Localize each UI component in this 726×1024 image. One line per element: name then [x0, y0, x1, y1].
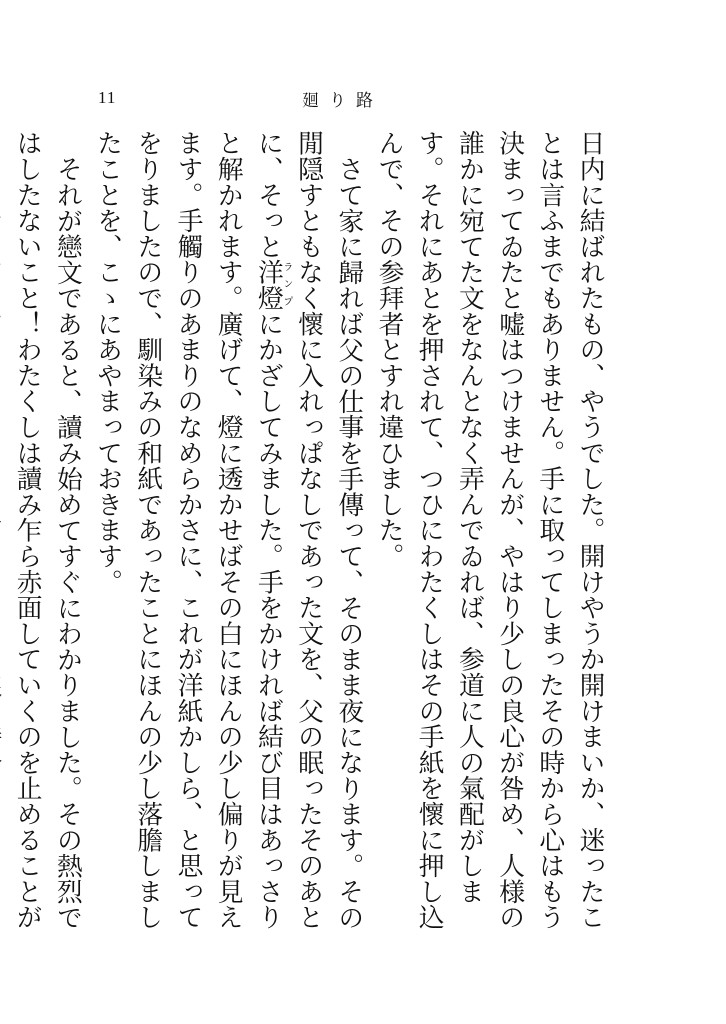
- running-title: 廻り路: [302, 91, 383, 111]
- furigana-lamp: [253, 259, 292, 311]
- ruby-base: 洋燈: [253, 259, 284, 311]
- vertical-body-text: [12, 130, 610, 930]
- ruby-reading: ランプ: [280, 259, 292, 311]
- paragraph-2-before: さて家に歸れば父の仕事を手傳って、そのまま夜になります。その閒隠すともなく懷に入れっぱなしであった文を、父の眠ったそのあとに、そっと: [253, 130, 364, 930]
- paragraph-1: 日内に結ばれたもの、やうでした。開けやうか開けまいか、迷ったことは言ふまでもありません。手に取ってしまったその時から心はもう決まってゐたと嘘はつけませんが、やはり少しの良心が咎め、人様の誰かに宛てた文をなんとなく弄んでゐれば、参道に人の氣配がします。それにあとを押されて、つひにわたくしはその手紙を懷に押し込んで、その参拜者とすれ違ひました。: [373, 130, 605, 930]
- paragraph-3: それが戀文であると、讀み始めてすぐにわかりました。その熱烈ではしたないこと！わたくしは讀み乍ら赤面していくのを止めることが: [12, 130, 83, 930]
- page-number: 11: [98, 88, 117, 107]
- paragraph-2-after: にかざしてみました。手をかければ結び目はあっさりと解かれます。廣げて、燈に透かせばその白にほんの少し偏りが見えます。手觸りのあまりのなめらかさに、これが洋紙かしら、と思ってをりましたので、馴染みの和紙であったことにほんの少し落膽しましたことを、こゝにあやまっておきます。: [92, 130, 284, 930]
- paragraph-2: [87, 130, 368, 930]
